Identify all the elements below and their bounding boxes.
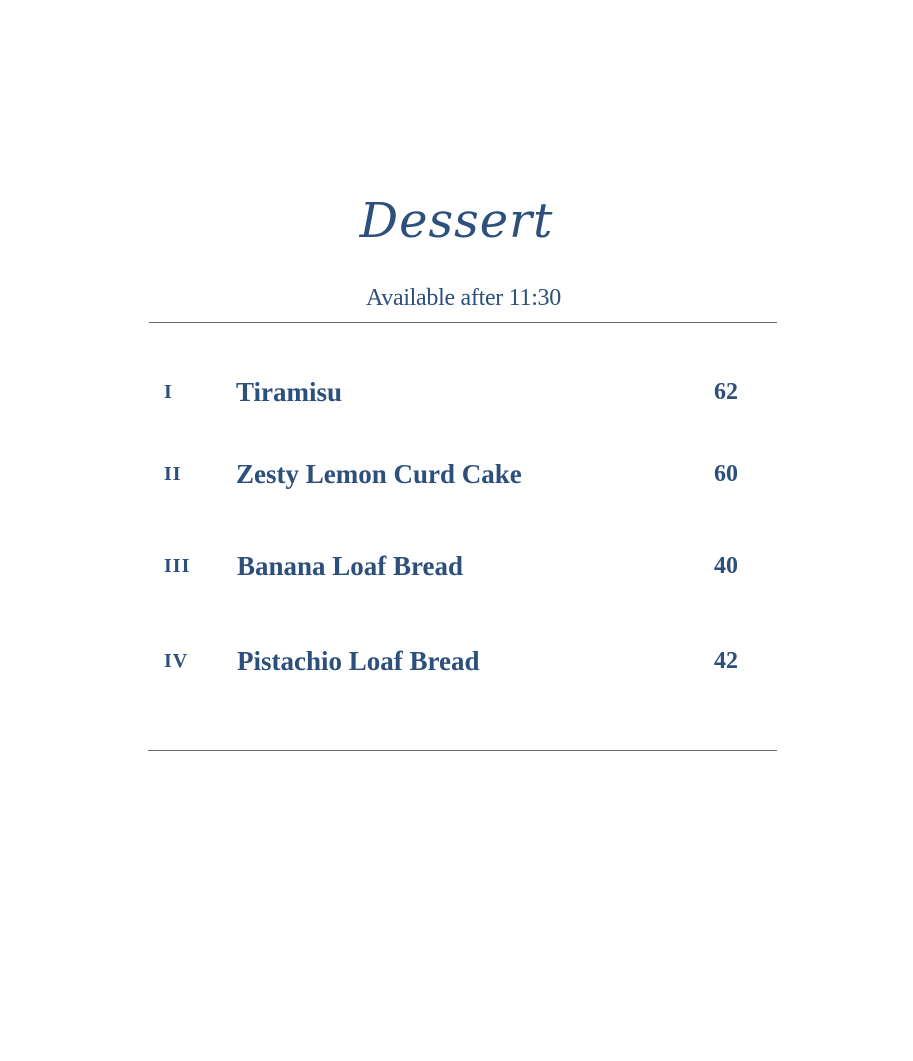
- item-price: 60: [714, 461, 738, 487]
- item-price: 42: [714, 648, 738, 674]
- menu-item: [0, 454, 913, 494]
- item-name: Zesty Lemon Curd Cake: [236, 459, 522, 489]
- item-name: Tiramisu: [236, 377, 343, 407]
- menu-title: Dessert: [359, 193, 554, 249]
- item-price: 62: [714, 379, 738, 405]
- menu-item: [0, 372, 913, 412]
- item-name: Banana Loaf Bread: [237, 551, 464, 581]
- menu-item: [0, 546, 913, 586]
- item-price: 40: [714, 553, 738, 579]
- item-number: II: [164, 463, 182, 485]
- item-number: I: [164, 381, 173, 403]
- bottom-divider: [148, 750, 777, 751]
- menu-item: [0, 641, 913, 681]
- item-name: Pistachio Loaf Bread: [237, 646, 480, 676]
- top-divider: [149, 322, 777, 323]
- item-number: IV: [164, 650, 189, 672]
- item-number: III: [164, 555, 191, 577]
- menu-subtitle: Available after 11:30: [366, 285, 561, 311]
